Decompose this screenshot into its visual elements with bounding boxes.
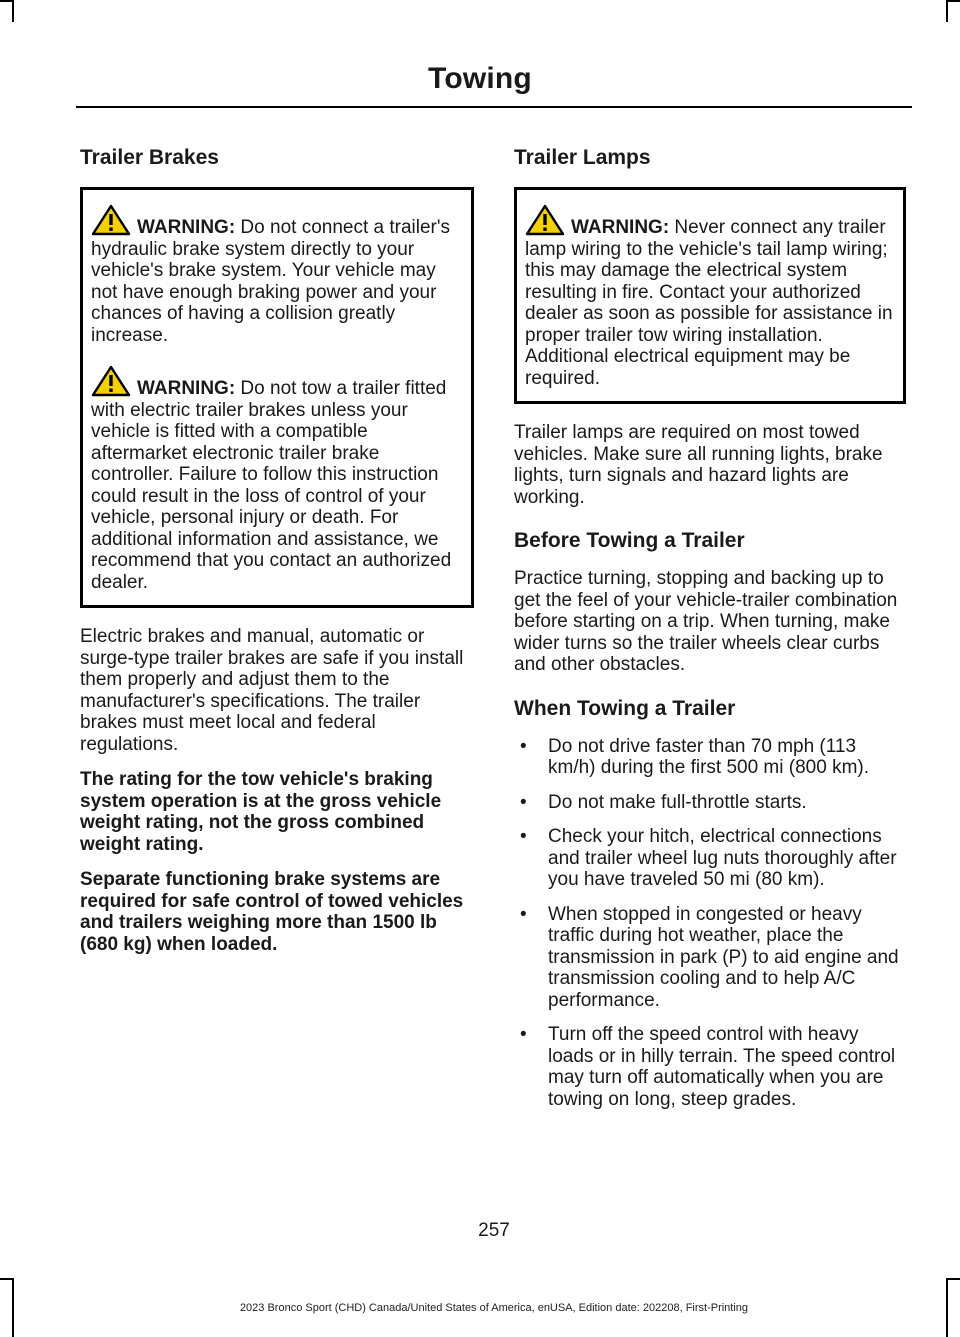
- warning-triangle-icon: [91, 365, 131, 397]
- warning-paragraph: [525, 204, 895, 389]
- warning-text: Do not connect a trailer's hydraulic brake system directly to your vehicle's brake system. Your vehicle may not have enough braking power and your chances of having a collision greatly increase.: [91, 217, 451, 346]
- crop-mark: [0, 0, 12, 2]
- left-column: [80, 145, 474, 969]
- list-item: • Do not drive faster than 70 mph (113 km/h) during the first 500 mi (800 km).: [520, 735, 869, 778]
- header-rule: [76, 106, 912, 108]
- crop-mark: [946, 0, 948, 22]
- bullet-glyph: •: [520, 826, 527, 847]
- list-item: • Check your hitch, electrical connections and trailer wheel lug nuts thoroughly after you have traveled 50 mi (80 km).: [520, 826, 897, 890]
- body-paragraph: Trailer lamps are required on most towed vehicles. Make sure all running lights, brake lights, turn signals and hazard lights are working.: [514, 422, 883, 508]
- warning-triangle-icon: [91, 204, 131, 236]
- bold-paragraph: The rating for the tow vehicle's braking system operation is at the gross vehicle weight rating, not the gross combined weight rating.: [80, 769, 442, 855]
- crop-mark: [0, 1278, 14, 1280]
- crop-mark: [946, 1278, 960, 1280]
- warning-label: WARNING:: [571, 217, 670, 238]
- bullet-glyph: •: [520, 1024, 527, 1045]
- section-heading-trailer-brakes: Trailer Brakes: [80, 146, 219, 169]
- crop-mark: [12, 0, 14, 22]
- bold-paragraph: Separate functioning brake systems are required for safe control of towed vehicles and trailers weighing more than 1500 lb (680 kg) when loaded.: [80, 869, 464, 955]
- warning-text: Never connect any trailer lamp wiring to the vehicle's tail lamp wiring; this may damage the electrical system resulting in fire. Contact your authorized dealer as soon as possible for assistance in proper trailer tow wiring installation. Additional electrical equipment may be required.: [525, 217, 893, 389]
- footer-edition: 2023 Bronco Sport (CHD) Canada/United States of America, enUSA, Edition date: 202208, First-Printing: [239, 1302, 749, 1314]
- list-item: • Turn off the speed control with heavy loads or in hilly terrain. The speed control may turn off automatically when you are towing on long, steep grades.: [520, 1024, 896, 1110]
- warning-paragraph: [91, 204, 463, 346]
- warning-box: [514, 187, 906, 404]
- bullet-list: [514, 736, 906, 1111]
- warning-triangle-icon: [525, 204, 565, 236]
- warning-text: Do not tow a trailer fitted with electric trailer brakes unless your vehicle is fitted with a compatible aftermarket electronic trailer brake controller. Failure to follow this instruction could result in the loss of control of your vehicle, personal injury or death. For additional information and assistance, we recommend that you contact an authorized dealer.: [91, 378, 452, 593]
- page-number: 257: [478, 1220, 510, 1241]
- list-item: • Do not make full-throttle starts.: [520, 791, 807, 813]
- subheading-when-towing: When Towing a Trailer: [514, 696, 736, 720]
- warning-paragraph: [91, 365, 463, 593]
- crop-mark: [948, 0, 960, 2]
- bullet-glyph: •: [520, 735, 527, 757]
- page-title: Towing: [428, 62, 532, 95]
- right-column: [514, 145, 906, 1123]
- subheading-before-towing: Before Towing a Trailer: [514, 529, 745, 552]
- warning-label: WARNING:: [137, 378, 236, 399]
- warning-box: [80, 187, 474, 608]
- body-paragraph: Electric brakes and manual, automatic or surge-type trailer brakes are safe if you install them properly and adjust them to the manufacturer's specifications. The trailer brakes must meet local and federal regulations.: [80, 626, 464, 755]
- section-heading-trailer-lamps: Trailer Lamps: [514, 146, 651, 169]
- bullet-glyph: •: [520, 791, 527, 813]
- warning-label: WARNING:: [137, 217, 236, 238]
- bullet-glyph: •: [520, 903, 527, 925]
- list-item: • When stopped in congested or heavy traffic during hot weather, place the transmission in park (P) to aid engine and transmission cooling and to help A/C performance.: [520, 903, 899, 1011]
- body-paragraph: Practice turning, stopping and backing up to get the feel of your vehicle-trailer combination before starting on a trip. When turning, make wider turns so the trailer wheels clear curbs and other obstacles.: [514, 568, 898, 675]
